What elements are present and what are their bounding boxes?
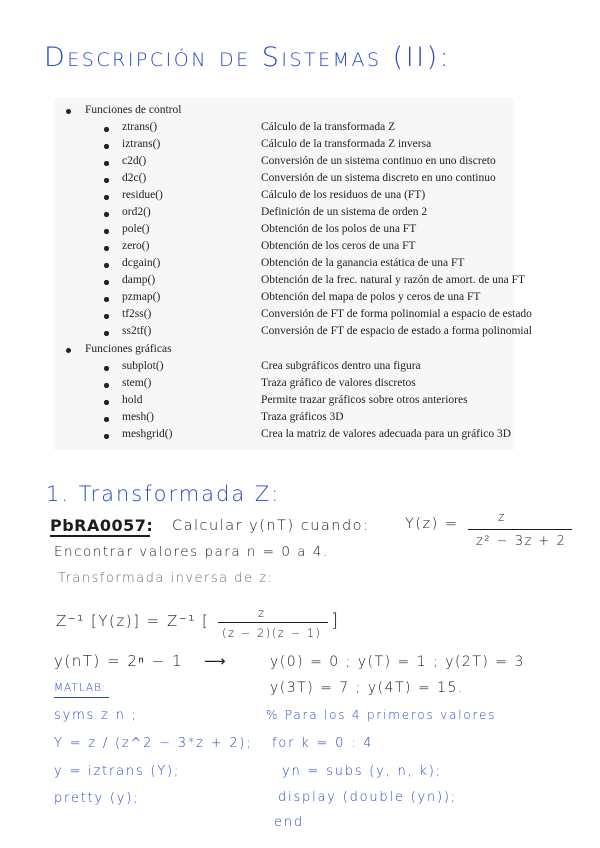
function-row — [104, 360, 514, 377]
function-row — [104, 138, 514, 155]
function-description: Conversión de un sistema discreto en uno continuo — [261, 172, 496, 184]
code-line: pretty (y); — [54, 791, 140, 806]
function-description: Crea la matriz de valores adecuada para un gráfico 3D — [261, 428, 511, 440]
fraction-bar — [468, 529, 572, 530]
function-row — [104, 206, 514, 223]
bullet-icon — [66, 348, 71, 353]
inverse-heading: Transformada inversa de z: — [58, 571, 274, 586]
bullet-icon — [104, 280, 109, 285]
bullet-icon — [104, 297, 109, 302]
function-description: Definición de un sistema de orden 2 — [261, 206, 428, 218]
function-row — [104, 411, 514, 428]
code-comment: % Para los 4 primeros valores — [266, 708, 497, 722]
function-description: Obtención de la ganancia estática de una FT — [261, 257, 465, 269]
code-line: Y = z / (z^2 − 3*z + 2); — [54, 736, 253, 751]
bullet-icon — [104, 314, 109, 319]
function-name: tf2ss() — [122, 308, 152, 320]
bullet-icon — [104, 229, 109, 234]
function-name: dcgain() — [122, 257, 161, 269]
bullet-icon — [104, 400, 109, 405]
function-row — [104, 394, 514, 411]
bullet-icon — [104, 383, 109, 388]
result-formula: y(nT) = 2ⁿ − 1 — [54, 652, 184, 670]
function-description: Traza gráfico de valores discretos — [261, 377, 416, 389]
task-line: Encontrar valores para n = 0 a 4. — [54, 544, 329, 560]
function-row — [104, 189, 514, 206]
function-name: ztrans() — [122, 121, 158, 133]
function-description: Conversión de un sistema continuo en uno discreto — [261, 155, 496, 167]
function-row — [104, 291, 514, 308]
function-row — [104, 308, 532, 325]
code-line: yn = subs (y, n, k); — [282, 764, 442, 779]
function-row — [104, 257, 514, 274]
function-name: ord2() — [122, 206, 151, 218]
function-row — [104, 223, 514, 240]
function-description: Permite trazar gráficos sobre otros anteriores — [261, 394, 468, 406]
function-name: d2c() — [122, 172, 147, 184]
function-name: mesh() — [122, 411, 154, 423]
function-row — [104, 428, 514, 445]
function-name: pole() — [122, 223, 150, 235]
problem-code: PbRA0057: — [50, 516, 154, 535]
inverse-bracket-close: ] — [331, 610, 340, 631]
function-name: zero() — [122, 240, 150, 252]
bullet-icon — [104, 144, 109, 149]
function-row — [104, 155, 514, 172]
function-description: Obtención de la frec. natural y razón de amort. de una FT — [261, 274, 526, 286]
function-description: Obtención del mapa de polos y ceros de una FT — [261, 291, 481, 303]
function-description: Cálculo de los residuos de una (FT) — [261, 189, 426, 201]
code-line: for k = 0 : 4 — [272, 736, 374, 751]
matlab-label: MATLAB: — [54, 682, 107, 694]
transfer-function-lhs: Y(z) = — [405, 516, 459, 532]
function-row — [104, 240, 514, 257]
arrow-right-icon: ⟶ — [204, 652, 226, 670]
values-line-2: y(3T) = 7 ; y(4T) = 15. — [270, 680, 464, 696]
function-description: Obtención de los polos de una FT — [261, 223, 417, 235]
function-name: meshgrid() — [122, 428, 173, 440]
function-row — [104, 172, 514, 189]
bullet-icon — [104, 246, 109, 251]
inverse-fraction-bar — [218, 622, 328, 623]
function-description: Crea subgráficos dentro una figura — [261, 360, 421, 372]
fraction-denominator: z² − 3z + 2 — [476, 534, 567, 549]
function-name: pzmap() — [122, 291, 161, 303]
bullet-icon — [104, 434, 109, 439]
function-description: Cálculo de la transformada Z inversa — [261, 138, 432, 150]
bullet-icon — [104, 127, 109, 132]
function-name: stem() — [122, 377, 152, 389]
function-name: subplot() — [122, 360, 164, 372]
bullet-icon — [66, 109, 71, 114]
problem-statement: Calcular y(nT) cuando: — [172, 518, 370, 534]
bullet-icon — [104, 263, 109, 268]
bullet-icon — [104, 331, 109, 336]
bullet-icon — [104, 212, 109, 217]
code-line: y = iztrans (Y); — [54, 764, 181, 779]
function-row — [104, 325, 532, 342]
page-title: Descripción de Sistemas (II): — [44, 42, 452, 73]
function-description: Conversión de FT de espacio de estado a forma polinomial — [261, 325, 532, 337]
code-line: syms z n ; — [54, 708, 138, 723]
bullet-icon — [104, 195, 109, 200]
bullet-icon — [104, 366, 109, 371]
bullet-icon — [104, 178, 109, 183]
inverse-fraction-numerator: z — [258, 606, 266, 620]
values-line-1: y(0) = 0 ; y(T) = 1 ; y(2T) = 3 — [270, 654, 525, 670]
function-description: Conversión de FT de forma polinomial a espacio de estado — [261, 308, 532, 320]
category-label: Funciones de control — [85, 104, 182, 116]
problem-code-underline — [50, 535, 150, 537]
inverse-fraction-denominator: (z − 2)(z − 1) — [222, 626, 322, 640]
code-line: display (double (yn)); — [278, 790, 457, 805]
section-title: 1. Transformada Z: — [46, 482, 281, 506]
bullet-icon — [104, 417, 109, 422]
matlab-underline — [54, 697, 109, 698]
function-description: Obtención de los ceros de una FT — [261, 240, 416, 252]
category-label: Funciones gráficas — [85, 343, 172, 355]
function-name: iztrans() — [122, 138, 161, 150]
function-description: Traza gráficos 3D — [261, 411, 344, 423]
function-reference-table — [54, 98, 532, 450]
function-row — [104, 377, 514, 394]
function-name: c2d() — [122, 155, 147, 167]
function-row — [104, 121, 514, 138]
code-line: end — [274, 815, 304, 830]
bullet-icon — [104, 161, 109, 166]
function-description: Cálculo de la transformada Z — [261, 121, 396, 133]
function-name: residue() — [122, 189, 163, 201]
function-name: ss2tf() — [122, 325, 152, 337]
fraction-numerator: z — [498, 510, 506, 524]
inverse-z-lhs: Z⁻¹ [Y(z)] = Z⁻¹ [ — [56, 612, 210, 630]
function-row — [104, 274, 526, 291]
function-name: hold — [122, 394, 143, 406]
function-name: damp() — [122, 274, 156, 286]
